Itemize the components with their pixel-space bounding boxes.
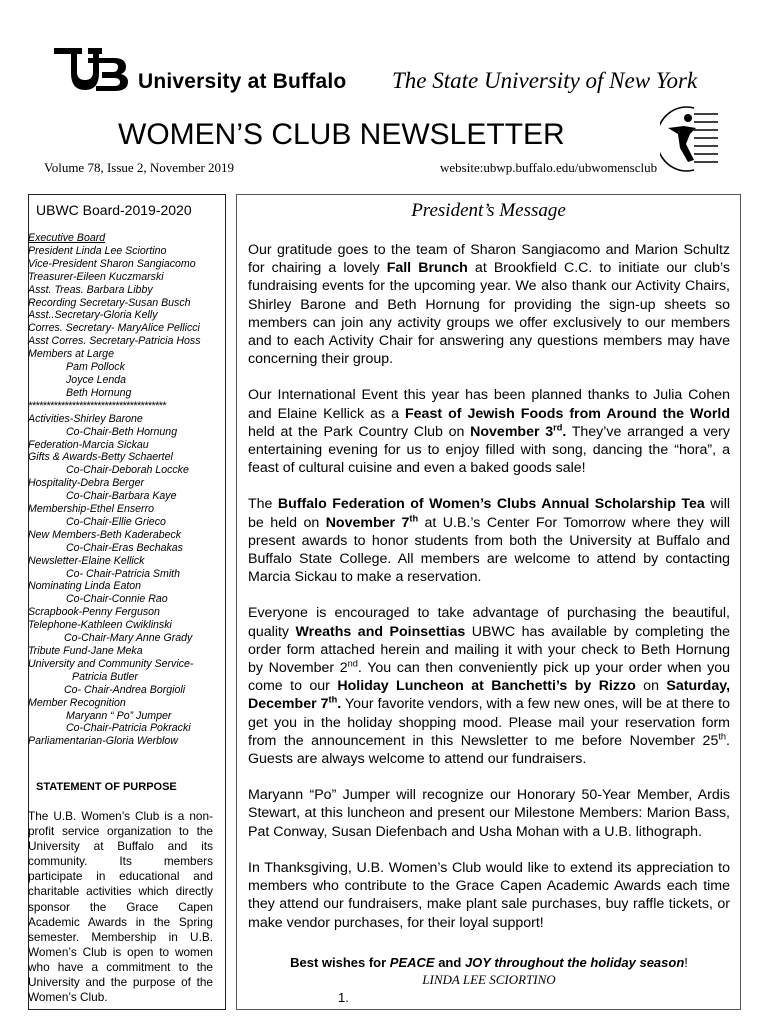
text-run: th (718, 731, 727, 742)
message-paragraph (248, 495, 730, 586)
text-run: . (562, 423, 567, 440)
board-member-line: Corres. Secretary- MaryAlice Pellicci (28, 322, 200, 335)
statement-title: STATEMENT OF PURPOSE (36, 781, 177, 793)
text-run: on (635, 678, 667, 695)
text-run: at Brookfield C.C. to initiate our club’s fundraising events for the upcoming year. We also thank our Activity Chairs, Shirley Barone and Beth Hornung for providing the sign-up sheets so members can join any activity groups we offer exclusively to our members and to each Activity Chair for answering any questions members may have concerning their group. (248, 260, 730, 368)
board-member-line: Co-Chair-Barbara Kaye (66, 490, 177, 503)
board-title: UBWC Board-2019-2020 (36, 202, 192, 218)
message-paragraph (248, 386, 730, 477)
board-member-line: Beth Hornung (66, 386, 132, 399)
text-run: nd (347, 658, 358, 669)
text-run: at U.B.’s Center For Tomorrow where they will present awards to honor students from both the University at Buffalo and Buffalo State College. All members are welcome to attend by contacting Marcia Sickau to make a reservation. (248, 514, 731, 586)
board-member-line: Asst. Treas. Barbara Libby (28, 283, 153, 296)
text-run: Everyone is encouraged to take advantage of purchasing the beautiful, quality (248, 605, 730, 640)
board-member-line: Patricia Butler (72, 670, 138, 683)
text-run: Buffalo Federation of Women’s Clubs Annual Scholarship Tea (277, 496, 705, 513)
board-member-line: Activities-Shirley Barone (28, 412, 143, 425)
text-run: Fall Brunch (386, 260, 468, 277)
text-run: They’ve arranged a very entertaining evening for us to enjoy filled with song, dancing the “hora”, a feast of cultural cuisine and even a baked goods sale! (248, 423, 731, 477)
board-member-line: Co-Chair-Beth Hornung (66, 425, 178, 438)
board-member-line: University and Community Service- (28, 657, 194, 670)
message-paragraph (248, 604, 730, 768)
board-member-line: Membership-Ethel Enserro (28, 503, 154, 516)
statement-text: The U.B. Women’s Club is a non-profit service organization to the University at Buffalo and its community. Its members participate in educational and charitable activities which directly sponsor the Grace Capen Academic Awards in the Spring semester. Membership in U.B. Women’s Club is open to women who have a commitment to the University and the purpose of the Women’s Club. (28, 809, 213, 1005)
board-member-line: Federation-Marcia Sickau (28, 438, 149, 451)
text-run: Our gratitude goes to the team of Sharon Sangiacomo and Marion Schultz for chairing a lovely (248, 242, 730, 277)
newsletter-title: WOMEN’S CLUB NEWSLETTER (118, 118, 565, 151)
text-run: . You can then conveniently pick up your order when you come to our (248, 660, 731, 695)
text-run: November 7 (325, 514, 410, 531)
board-member-line: Parliamentarian-Gloria Werblow (28, 735, 178, 748)
text-run: The (248, 496, 278, 513)
board-member-line: Co-Chair-Patricia Pokracki (66, 722, 191, 735)
board-member-line: Co-Chair-Connie Rao (66, 593, 168, 606)
board-member-line: Co-Chair-Ellie Grieco (66, 515, 166, 528)
board-member-line: Pam Pollock (66, 361, 125, 374)
board-member-line: Co-Chair-Eras Bechakas (66, 541, 183, 554)
board-member-line: Recording Secretary-Susan Busch (28, 296, 191, 309)
text-run: November 3 (470, 423, 554, 440)
text-run: Best wishes for (290, 955, 390, 970)
message-body (248, 241, 730, 950)
text-run: will be held on (248, 496, 730, 531)
board-member-line: Telephone-Kathleen Cwiklinski (28, 619, 172, 632)
message-paragraph (248, 859, 730, 932)
board-member-line: Asst Corres. Secretary-Patricia Hoss (28, 335, 201, 348)
text-run: Feast of Jewish Foods from Around the World (405, 405, 730, 422)
text-run: . (337, 696, 342, 713)
website-link[interactable]: website:ubwp.buffalo.edu/ubwomensclub (440, 160, 658, 175)
board-member-line: Member Recognition (28, 696, 126, 709)
text-run: th (409, 512, 419, 523)
board-member-line: Executive Board (28, 232, 106, 244)
board-member-line: Nominating Linda Eaton (28, 580, 142, 593)
closing-line (248, 955, 730, 970)
board-member-line: Co-Chair-Deborah Loccke (66, 464, 189, 477)
signature: LINDA LEE SCIORTINO (422, 972, 556, 987)
board-member-line: Tribute Fund-Jane Meka (28, 645, 143, 657)
board-member-line: Treasurer-Eileen Kuczmarski (28, 270, 164, 283)
board-member-line: Scrapbook-Penny Ferguson (28, 606, 160, 619)
university-subtitle: The State University of New York (392, 68, 698, 93)
board-member-line: Members at Large (28, 348, 114, 361)
board-member-line: President Linda Lee Sciortino (28, 244, 167, 257)
text-run: In Thanksgiving, U.B. Women’s Club would like to extend its appreciation to members who contribute to the Grace Capen Academic Awards each time they attend our fundraisers, make plant sale purchases, buy raffle tickets, or make vendor purchases, for their loyal support! (248, 859, 730, 931)
board-member-line: Vice-President Sharon Sangiacomo (28, 257, 196, 270)
board-member-line: Gifts & Awards-Betty Schaertel (28, 451, 173, 464)
text-run: UBWC has available by completing the order form attached herein and mailing it with your check to Beth Hornung by November 2 (248, 623, 730, 677)
page-number: 1. (338, 990, 349, 1005)
text-run: held at the Park Country Club on (248, 423, 471, 440)
text-run: JOY throughout the holiday season (464, 955, 685, 970)
text-run: Wreaths and Poinsettias (295, 623, 466, 640)
text-run: Maryann “Po” Jumper will recognize our Honorary 50-Year Member, Ardis Stewart, at this luncheon and present our Milestone Members: Marion Bass, Pat Conway, Susan Diefenbach and Usha Mohan with a U.B. lithograph. (248, 787, 730, 840)
board-member-line: Newsletter-Elaine Kellick (28, 554, 145, 567)
message-paragraph (248, 241, 730, 368)
board-member-line: Hospitality-Debra Berger (28, 477, 144, 490)
message-paragraph (248, 786, 730, 841)
board-member-line: Asst..Secretary-Gloria Kelly (28, 309, 158, 322)
board-member-line: ************************************** (28, 399, 166, 412)
board-member-line: Co- Chair-Patricia Smith (66, 567, 181, 580)
text-run: and (434, 955, 465, 970)
university-name: University at Buffalo (138, 70, 347, 93)
board-member-line: Maryann “ Po” Jumper (66, 709, 172, 722)
board-member-line: New Members-Beth Kaderabeck (28, 528, 182, 541)
text-run: rd (553, 422, 563, 433)
text-run: Saturday, December 7 (248, 678, 731, 713)
text-run: Your favorite vendors, with a few new ones, will be at there to get you in the holiday shopping mood. Please mail your reservation form from the announcement in this Newsletter to me before November 25 (248, 696, 730, 749)
board-member-line: Joyce Lenda (66, 373, 127, 386)
ub-logo-icon (52, 46, 130, 92)
text-run: Our International Event this year has been planned thanks to Julia Cohen and Elaine Kellick as a (248, 387, 730, 422)
text-run: Holiday Luncheon at Banchetti’s by Rizzo (337, 678, 636, 695)
club-emblem-icon (660, 104, 720, 174)
board-member-list (28, 232, 226, 748)
text-run: . Guests are always welcome to attend our fundraisers. (248, 732, 730, 768)
text-run: th (328, 694, 338, 705)
board-member-line: Co-Chair-Mary Anne Grady (64, 632, 193, 645)
volume-issue: Volume 78, Issue 2, November 2019 (44, 160, 235, 175)
board-member-line: Co- Chair-Andrea Borgioli (64, 683, 186, 696)
text-run: ! (684, 955, 688, 970)
text-run: PEACE (389, 955, 435, 970)
presidents-message-title: President’s Message (411, 200, 566, 221)
